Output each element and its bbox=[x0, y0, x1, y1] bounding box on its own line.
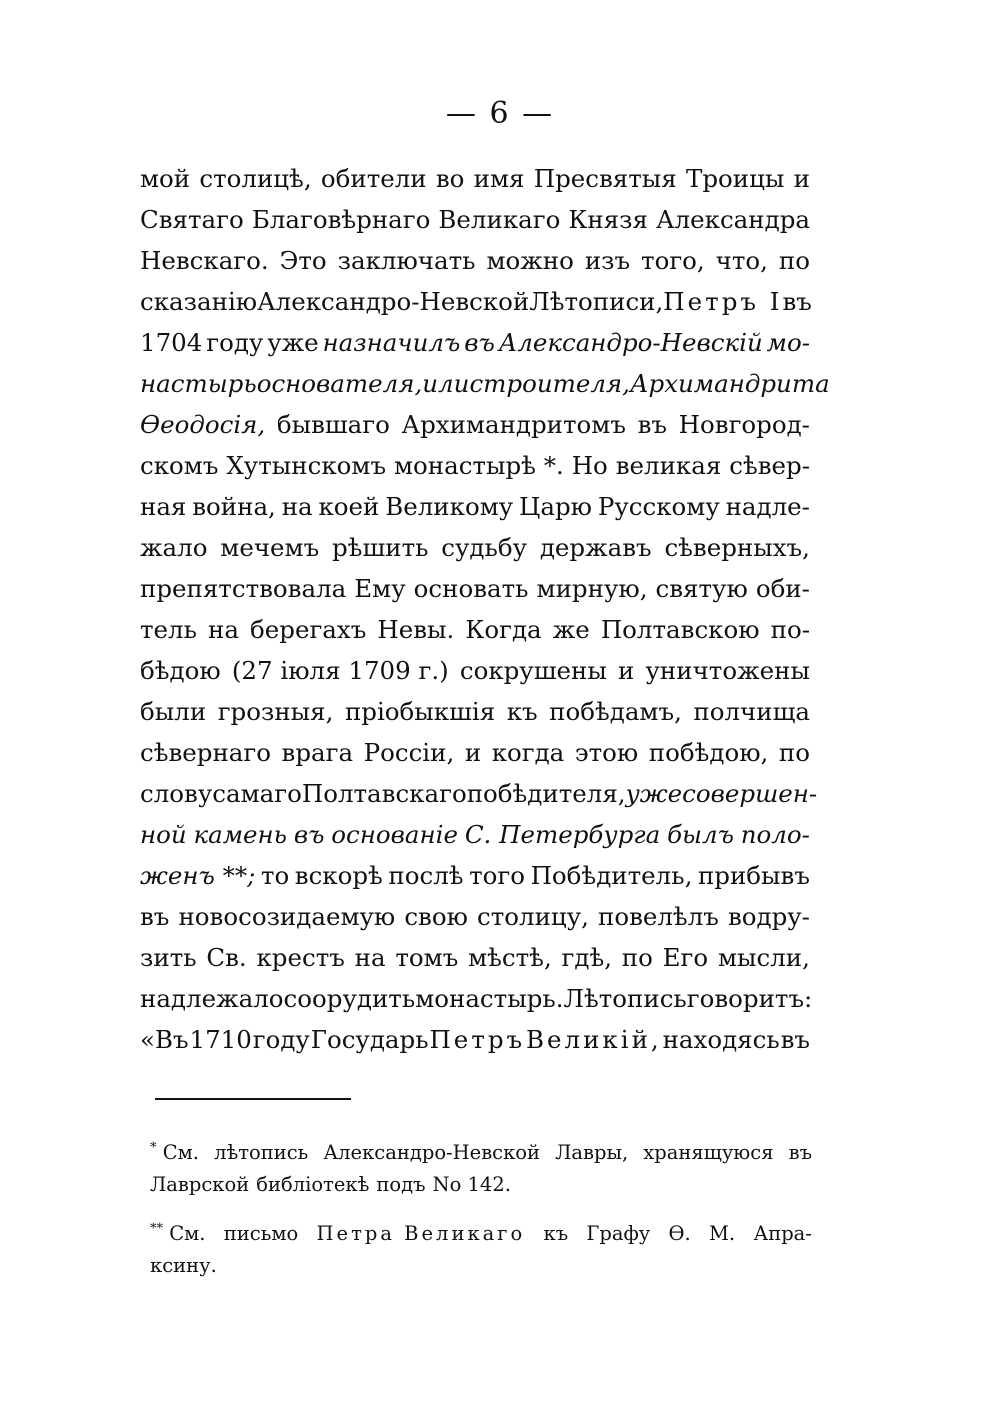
word: Полтавскою bbox=[600, 615, 760, 644]
word: говоритъ: bbox=[686, 984, 813, 1013]
word: бѣдою bbox=[140, 656, 221, 685]
word: державъ bbox=[539, 533, 652, 562]
body-text bbox=[140, 158, 830, 1060]
word: жало bbox=[140, 533, 208, 562]
word: No 142. bbox=[432, 1173, 511, 1196]
footnote-1-start bbox=[150, 1137, 199, 1169]
footnote-2-line bbox=[150, 1250, 812, 1282]
word: въ bbox=[780, 1025, 810, 1054]
word-italic: ной bbox=[140, 820, 187, 849]
word: были bbox=[140, 697, 207, 726]
word: сказанію bbox=[140, 287, 258, 316]
footnote-2-start bbox=[150, 1218, 206, 1250]
word: Его bbox=[662, 943, 709, 972]
word-spaced: Петръ bbox=[429, 1025, 526, 1054]
word: мой bbox=[140, 164, 191, 193]
word: заключать bbox=[337, 246, 476, 275]
word: судьбу bbox=[441, 533, 528, 562]
word: мирную, bbox=[536, 574, 648, 603]
word: свою bbox=[404, 902, 468, 931]
word: 1710 bbox=[189, 1025, 252, 1054]
word: побѣдителя, bbox=[466, 779, 626, 808]
word: Пресвятыя bbox=[533, 164, 677, 193]
word: уже bbox=[267, 328, 319, 357]
word: полчища bbox=[693, 697, 810, 726]
text-line bbox=[140, 404, 810, 445]
word: Троицы bbox=[686, 164, 785, 193]
text-line bbox=[140, 937, 810, 978]
word: сокрушены bbox=[459, 656, 607, 685]
word-italic: настырь bbox=[140, 369, 257, 398]
word: Великаго bbox=[438, 205, 561, 234]
word: находясь bbox=[662, 1025, 780, 1054]
word: мѣстѣ, bbox=[468, 943, 552, 972]
word: и bbox=[793, 164, 810, 193]
footnote-marker: ** bbox=[150, 1221, 163, 1237]
word: водру- bbox=[727, 902, 810, 931]
word: къ bbox=[543, 1222, 569, 1245]
word-italic: Ѳеодосія, bbox=[140, 410, 266, 439]
word: и bbox=[618, 656, 635, 685]
word: скомъ bbox=[140, 451, 219, 480]
word: Благовѣрнаго bbox=[251, 205, 431, 234]
word: на bbox=[281, 492, 313, 521]
word: лѣтопись bbox=[214, 1141, 309, 1164]
date: (27 іюля 1709 г.) bbox=[231, 656, 449, 685]
text-line bbox=[140, 650, 810, 691]
word: письмо bbox=[223, 1222, 299, 1245]
word: сѣверныхъ, bbox=[664, 533, 810, 562]
word: въ bbox=[637, 410, 667, 439]
word: на bbox=[354, 943, 386, 972]
text-line bbox=[140, 814, 810, 855]
word: Апра- bbox=[753, 1222, 812, 1245]
word: М. bbox=[708, 1222, 736, 1245]
word: Лѣтописи, bbox=[529, 287, 664, 316]
word: Государь bbox=[310, 1025, 429, 1054]
word: Лавры, bbox=[555, 1141, 629, 1164]
word-italic: уже bbox=[625, 779, 683, 808]
word: Александро-Невской bbox=[257, 287, 530, 316]
footnote-divider bbox=[155, 1098, 351, 1100]
word: Но bbox=[571, 451, 608, 480]
text-line bbox=[140, 322, 810, 363]
word: библіотекѣ bbox=[256, 1173, 370, 1196]
word: Хутынскомъ bbox=[226, 451, 387, 480]
word: монастырь. bbox=[415, 984, 564, 1013]
word: столицѣ, bbox=[199, 164, 312, 193]
word-italic: камень bbox=[193, 820, 288, 849]
word: мечемъ bbox=[220, 533, 320, 562]
word: Это bbox=[279, 246, 327, 275]
word: слову bbox=[140, 779, 213, 808]
word: Святаго bbox=[140, 205, 244, 234]
word: побѣдою, bbox=[648, 738, 769, 767]
word: Полтавскаго bbox=[301, 779, 467, 808]
word: крестъ bbox=[256, 943, 345, 972]
word: мысли, bbox=[717, 943, 810, 972]
word: повелѣлъ bbox=[597, 902, 719, 931]
word: надле- bbox=[725, 492, 810, 521]
word: въ bbox=[788, 1141, 812, 1164]
text-line bbox=[140, 732, 810, 773]
word: столицу, bbox=[477, 902, 589, 931]
word-italic: Архимандрита bbox=[629, 369, 830, 398]
word: 1704 bbox=[140, 328, 203, 357]
text-line bbox=[140, 199, 810, 240]
word: побѣдамъ, bbox=[549, 697, 682, 726]
word: Невскаго. bbox=[140, 246, 269, 275]
word: святую bbox=[655, 574, 748, 603]
word: то bbox=[260, 861, 290, 890]
word: врага bbox=[281, 738, 354, 767]
word: и bbox=[464, 738, 482, 767]
word: Россіи, bbox=[363, 738, 455, 767]
word: Царю bbox=[519, 492, 593, 521]
word-italic: совершен- bbox=[682, 779, 818, 808]
text-line bbox=[140, 486, 810, 527]
word: Ѳ. bbox=[668, 1222, 691, 1245]
word: новосозидаемую bbox=[178, 902, 396, 931]
word: Князя bbox=[568, 205, 648, 234]
word: того bbox=[469, 861, 525, 890]
word: оби- bbox=[755, 574, 810, 603]
word: берегахъ bbox=[250, 615, 367, 644]
word: Когда bbox=[465, 615, 542, 644]
text-line bbox=[140, 855, 810, 896]
word-italic: назначилъ bbox=[322, 328, 461, 357]
word-spaced: Великій, bbox=[526, 1025, 662, 1054]
text-line bbox=[140, 896, 810, 937]
word: «Въ bbox=[140, 1025, 189, 1054]
footnote-1-line bbox=[150, 1137, 812, 1169]
word: же bbox=[552, 615, 590, 644]
word: надлежало bbox=[140, 984, 284, 1013]
word: См. bbox=[162, 1141, 199, 1164]
word: по- bbox=[770, 615, 810, 644]
word: хранящуюся bbox=[643, 1141, 774, 1164]
word: по bbox=[621, 943, 653, 972]
word: что, bbox=[715, 246, 768, 275]
word: Александра bbox=[656, 205, 810, 234]
word: бывшаго bbox=[276, 410, 390, 439]
word: основать bbox=[413, 574, 529, 603]
word: послѣ bbox=[388, 861, 464, 890]
word: къ bbox=[506, 697, 538, 726]
word: имя bbox=[473, 164, 525, 193]
word-italic: въ bbox=[293, 820, 325, 849]
text-line bbox=[140, 363, 830, 404]
word: въ bbox=[782, 287, 812, 316]
word: на bbox=[208, 615, 239, 644]
footnote-marker: * bbox=[150, 1140, 157, 1156]
text-line bbox=[140, 773, 818, 814]
word: Александро-Невской bbox=[323, 1141, 541, 1164]
footnote-2-line bbox=[150, 1218, 812, 1250]
text-line bbox=[140, 609, 810, 650]
text-line bbox=[140, 978, 813, 1019]
text-line bbox=[140, 691, 810, 732]
word: прибывъ bbox=[697, 861, 810, 890]
word: гдѣ, bbox=[561, 943, 613, 972]
word-italic: мо- bbox=[766, 328, 810, 357]
word: монастырѣ *. bbox=[393, 451, 564, 480]
word: году bbox=[252, 1025, 310, 1054]
word: обители bbox=[320, 164, 427, 193]
text-line bbox=[140, 240, 810, 281]
word-italic: женъ **; bbox=[140, 861, 256, 890]
word: того, bbox=[641, 246, 705, 275]
word: Русскому bbox=[597, 492, 720, 521]
word: по bbox=[778, 738, 810, 767]
word: великая bbox=[615, 451, 722, 480]
word: по bbox=[778, 246, 810, 275]
word: Невы. bbox=[377, 615, 455, 644]
word: подъ bbox=[376, 1173, 426, 1196]
word: Лаврской bbox=[150, 1173, 250, 1196]
word: препятствовала bbox=[140, 574, 347, 603]
word-italic: строителя, bbox=[469, 369, 630, 398]
word: этою bbox=[574, 738, 639, 767]
word-spaced: Петръ I bbox=[663, 287, 783, 316]
word-italic: Александро-Невскій bbox=[498, 328, 763, 357]
word-italic: основателя, bbox=[256, 369, 423, 398]
word-italic: или bbox=[422, 369, 470, 398]
word: уничтожены bbox=[645, 656, 810, 685]
word: Лѣтопись bbox=[563, 984, 687, 1013]
word: изъ bbox=[584, 246, 631, 275]
word: грозныя, bbox=[217, 697, 334, 726]
word-italic: поло- bbox=[740, 820, 810, 849]
word: Новгород- bbox=[678, 410, 810, 439]
word: сѣвернаго bbox=[140, 738, 271, 767]
word-spaced: Петра Великаго bbox=[316, 1222, 526, 1245]
footnotes bbox=[150, 1137, 812, 1282]
word: Побѣдитель, bbox=[530, 861, 693, 890]
text-line bbox=[140, 445, 810, 486]
word: въ bbox=[140, 902, 170, 931]
page-number: — 6 — bbox=[445, 96, 555, 131]
word: ная bbox=[140, 492, 187, 521]
text-line bbox=[140, 158, 810, 199]
word: пріобыкшія bbox=[344, 697, 496, 726]
word: самаго bbox=[212, 779, 302, 808]
word: Ему bbox=[354, 574, 406, 603]
word: Архимандритомъ bbox=[401, 410, 626, 439]
word: вскорѣ bbox=[294, 861, 383, 890]
word: Св. bbox=[206, 943, 247, 972]
word: зить bbox=[140, 943, 197, 972]
word: ксину. bbox=[150, 1254, 217, 1277]
text-line bbox=[140, 568, 810, 609]
word: сѣвер- bbox=[729, 451, 810, 480]
word: во bbox=[435, 164, 465, 193]
word: См. bbox=[169, 1222, 206, 1245]
word: война, bbox=[192, 492, 276, 521]
word: коей bbox=[318, 492, 380, 521]
footnote-1-line bbox=[150, 1169, 812, 1201]
word: тель bbox=[140, 615, 197, 644]
word: Великому bbox=[385, 492, 514, 521]
word: Графу bbox=[586, 1222, 651, 1245]
text-line bbox=[140, 1019, 810, 1060]
word: году bbox=[206, 328, 264, 357]
word: томъ bbox=[395, 943, 459, 972]
text-line bbox=[140, 281, 810, 322]
word-italic: въ bbox=[464, 328, 495, 357]
word-italic: С. Петербурга bbox=[464, 820, 661, 849]
word-italic: былъ bbox=[667, 820, 734, 849]
word: когда bbox=[491, 738, 565, 767]
text-line bbox=[140, 527, 810, 568]
word: соорудить bbox=[283, 984, 416, 1013]
word: рѣшить bbox=[332, 533, 429, 562]
word: можно bbox=[486, 246, 574, 275]
word-italic: основаніе bbox=[331, 820, 458, 849]
